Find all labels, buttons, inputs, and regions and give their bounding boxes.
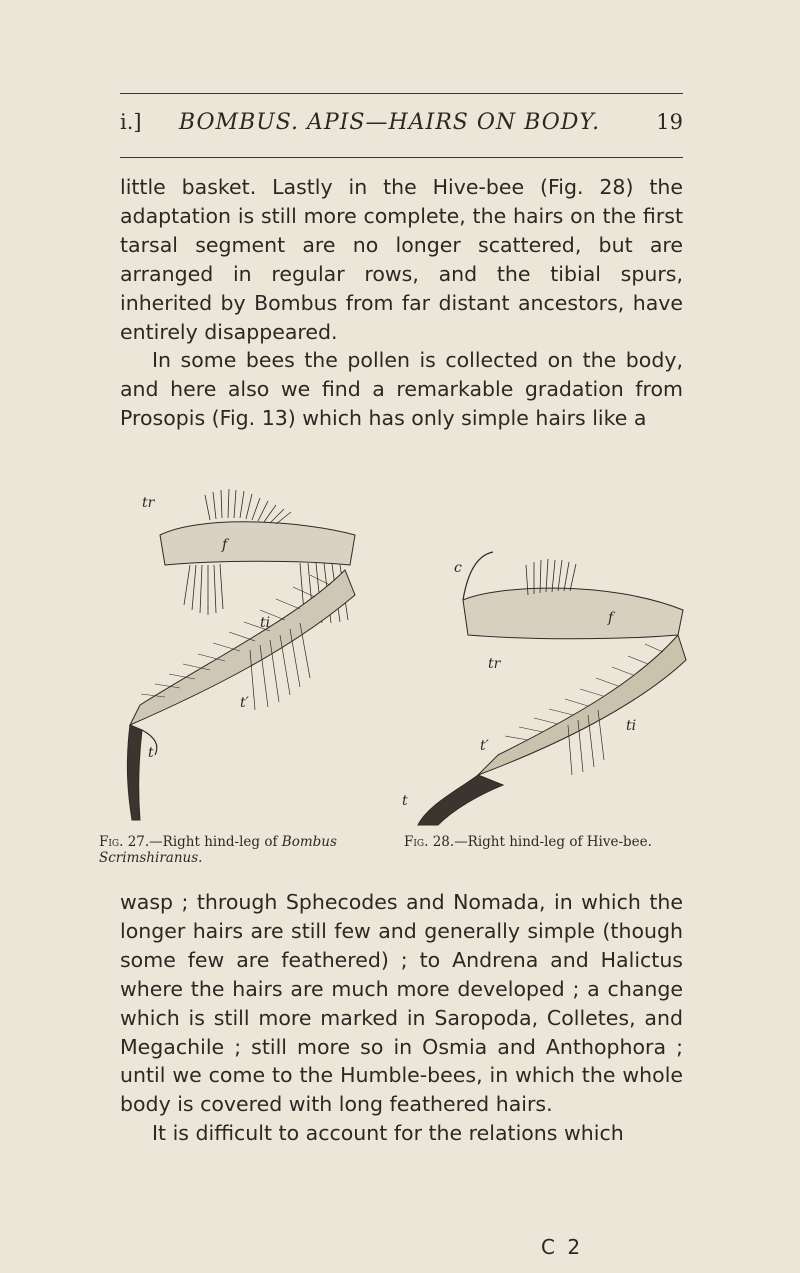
- label-f: f: [222, 537, 228, 553]
- caption-number: Fig. 28.: [404, 834, 455, 850]
- paragraph-3: wasp ; through Sphecodes and Nomada, in which the longer hairs are still few and generally simple (though some few are feathered) ; to Andrena and Halictus where the hairs are much more developed ; a change which is still more marked in Saropoda, Colletes, and Megachile ; still more so in Osmia and Anthophora ; until we come to the Humble-bees, in which the whole body is covered with long feathered hairs.: [120, 890, 683, 1117]
- running-title: BOMBUS. APIS—HAIRS ON BODY.: [178, 110, 601, 135]
- page-number: 19: [656, 110, 683, 134]
- caption-text: —Right hind-leg of: [149, 834, 282, 850]
- header-rule: [120, 157, 683, 158]
- caption-number: Fig. 27.: [99, 834, 150, 850]
- figure-28-caption: [404, 834, 694, 850]
- figure-27-bombus-leg: [100, 475, 370, 825]
- caption-species: Bombus Scrimshiranus.: [99, 834, 337, 866]
- figure-27-caption: [99, 834, 339, 866]
- caption-text: —Right hind-leg of Hive-bee.: [454, 834, 652, 850]
- paragraph-4: It is difficult to account for the relations which: [152, 1121, 624, 1146]
- label-ti: ti: [626, 718, 637, 734]
- label-tr: tr: [142, 495, 155, 511]
- signature-mark: C 2: [541, 1235, 584, 1259]
- paragraph-1: little basket. Lastly in the Hive-bee (Fig. 28) the adaptation is still more complete, the hairs on the first tarsal segment are no longer scattered, but are arranged in regular rows, and the tibial spurs, inherited by Bombus from far distant ancestors, have entirely disappeared.: [120, 175, 683, 344]
- text-block-bottom: [120, 888, 683, 1148]
- label-f: f: [608, 610, 614, 626]
- paragraph-2: In some bees the pollen is collected on the body, and here also we find a remarkable gradation from Prosopis (Fig. 13) which has only simple hairs like a: [120, 348, 683, 431]
- label-t: t: [402, 793, 408, 809]
- text-block-top: [120, 173, 683, 433]
- label-t-prime: t′: [480, 738, 489, 754]
- label-tr: tr: [488, 656, 501, 672]
- chapter-marker: i.]: [120, 110, 142, 134]
- label-t: t: [148, 745, 154, 761]
- figure-28-hivebee-leg: [368, 540, 688, 830]
- label-ti: ti: [260, 615, 271, 631]
- label-t-prime: t′: [240, 695, 249, 711]
- label-c: c: [454, 560, 462, 576]
- running-head: [120, 110, 683, 144]
- top-rule: [120, 93, 683, 94]
